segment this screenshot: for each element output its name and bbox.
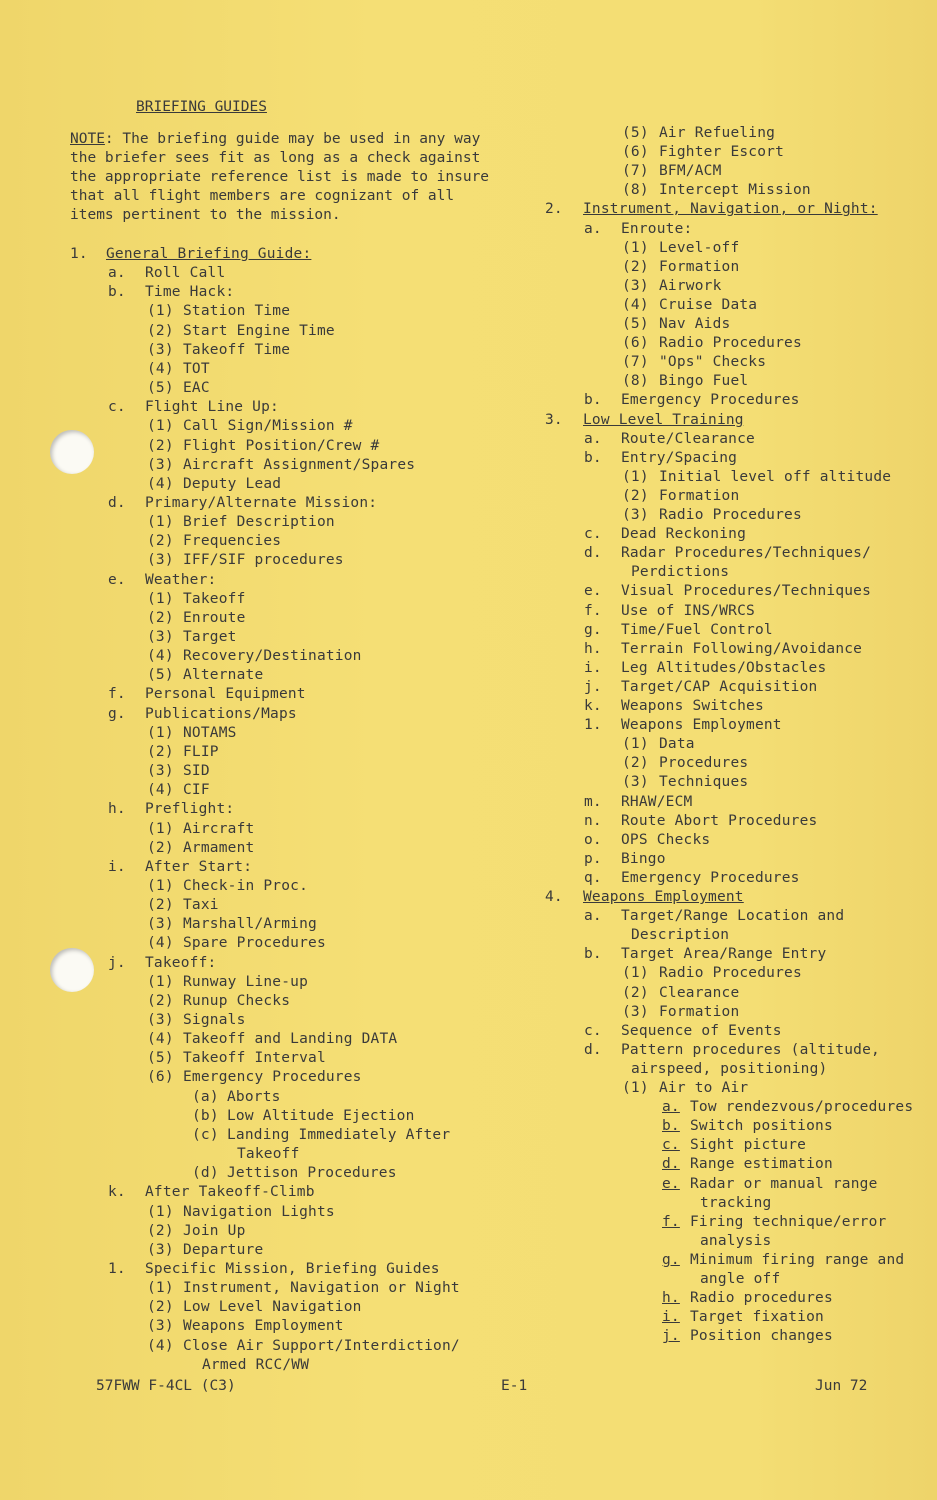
outline-number: (1) (147, 303, 174, 320)
outline-text: Formation (659, 487, 740, 504)
outline-number: (2) (147, 992, 174, 1009)
outline-text: Air Refueling (659, 125, 776, 141)
outline-number: (b) (192, 1107, 219, 1124)
outline-text: Takeoff: (145, 954, 217, 971)
outline-number: (7) (622, 354, 649, 371)
outline-text: Terrain Following/Avoidance (621, 640, 863, 657)
outline-number: (5) (622, 316, 649, 332)
outline-text: Primary/Alternate Mission: (145, 494, 378, 511)
outline-text: Formation (659, 1003, 740, 1020)
outline-text: Weapons Switches (621, 698, 764, 714)
outline-text: FLIP (183, 743, 219, 760)
outline-number: (2) (622, 258, 649, 275)
outline-text: Bingo (621, 850, 666, 867)
note-line: the appropriate reference list is made to insure (70, 169, 490, 185)
outline-number: (3) (147, 552, 174, 569)
outline-text: Target (183, 629, 237, 645)
outline-text: Start Engine Time (183, 322, 335, 339)
outline-text: Personal Equipment (145, 686, 306, 703)
outline-number: h. (584, 640, 602, 657)
outline-number: n. (584, 812, 602, 829)
outline-number: (8) (622, 373, 649, 390)
outline-text: Aircraft Assignment/Spares (183, 456, 416, 473)
outline-number: (3) (622, 277, 649, 294)
outline-number: k. (584, 698, 602, 714)
outline-text: Nav Aids (659, 316, 731, 332)
outline-number: 1. (584, 717, 602, 734)
outline-number: (3) (147, 341, 174, 358)
outline-number: (4) (147, 360, 174, 377)
outline-text: BFM/ACM (659, 163, 722, 180)
outline-number: (3) (147, 1012, 174, 1028)
outline-text: Firing technique/error (690, 1213, 887, 1230)
outline-text: Aborts (227, 1088, 281, 1105)
outline-number: (1) (147, 973, 174, 990)
outline-number: (1) (147, 877, 174, 894)
outline-text: Flight Line Up: (145, 399, 279, 416)
outline-text: General Briefing Guide: (106, 246, 312, 262)
outline-text: Target fixation (690, 1309, 824, 1326)
outline-number: d. (584, 545, 602, 562)
outline-text: Station Time (183, 303, 291, 320)
outline-text: Armed RCC/WW (202, 1356, 310, 1373)
outline-number: (1) (622, 965, 649, 982)
outline-text: Formation (659, 258, 740, 275)
outline-text: Emergency Procedures (621, 392, 800, 409)
outline-text: Enroute (183, 609, 246, 626)
outline-text: TOT (183, 360, 210, 377)
outline-number: (3) (622, 507, 649, 523)
outline-text: Specific Mission, Briefing Guides (145, 1260, 440, 1277)
outline-number: (d) (192, 1165, 219, 1182)
outline-text: Frequencies (183, 533, 282, 550)
outline-text: Sight picture (690, 1137, 807, 1154)
outline-text: Signals (183, 1012, 246, 1028)
outline-number: (5) (147, 667, 174, 684)
outline-text: Emergency Procedures (183, 1069, 362, 1086)
outline-text: Armament (183, 839, 255, 856)
outline-number: (5) (147, 1050, 174, 1067)
outline-text: Radio procedures (690, 1290, 833, 1307)
outline-number: b. (584, 392, 602, 409)
outline-text: EAC (183, 380, 210, 397)
outline-text: Navigation Lights (183, 1203, 335, 1220)
outline-number: p. (584, 850, 602, 867)
outline-text: Techniques (659, 774, 749, 791)
outline-number: (3) (147, 1318, 174, 1335)
outline-number: (4) (147, 648, 174, 665)
outline-text: After Start: (145, 858, 253, 875)
outline-text: Target Area/Range Entry (621, 946, 827, 963)
outline-number: (4) (147, 1031, 174, 1048)
outline-text: Low Altitude Ejection (227, 1107, 415, 1124)
outline-text: Dead Reckoning (621, 526, 747, 543)
outline-number: (3) (147, 916, 174, 933)
outline-number: h. (662, 1290, 680, 1307)
outline-number: (4) (147, 782, 174, 799)
outline-number: (3) (147, 456, 174, 473)
outline-text: Check-in Proc. (183, 877, 309, 894)
outline-number: (4) (147, 1337, 174, 1354)
outline-number: j. (662, 1328, 680, 1345)
page-title: BRIEFING GUIDES (136, 99, 267, 115)
outline-text: Takeoff (237, 1146, 300, 1163)
outline-text: Data (659, 736, 695, 753)
outline-text: Radio Procedures (659, 507, 802, 523)
outline-text: Enroute: (621, 220, 693, 237)
outline-number: (1) (622, 736, 649, 753)
outline-number: d. (584, 1041, 602, 1058)
outline-number: q. (584, 869, 602, 886)
outline-number: i. (108, 858, 126, 875)
outline-text: Use of INS/WRCS (621, 602, 755, 619)
outline-number: c. (584, 526, 602, 543)
footer-date: Jun 72 (815, 1378, 868, 1394)
outline-number: g. (584, 621, 602, 638)
outline-number: e. (108, 571, 126, 588)
outline-number: o. (584, 831, 602, 848)
outline-text: Deputy Lead (183, 475, 282, 492)
outline-text: Landing Immediately After (227, 1126, 451, 1143)
outline-number: d. (108, 494, 126, 511)
outline-text: Fighter Escort (659, 144, 785, 161)
outline-text: Roll Call (145, 265, 226, 282)
outline-number: h. (108, 801, 126, 818)
outline-number: (2) (147, 839, 174, 856)
outline-text: Alternate (183, 667, 264, 684)
outline-number: b. (108, 284, 126, 301)
outline-number: (3) (622, 1003, 649, 1020)
outline-text: Low Level Training (583, 411, 744, 428)
outline-text: Flight Position/Crew # (183, 437, 380, 454)
outline-number: i. (584, 659, 602, 676)
outline-text: Takeoff Interval (183, 1050, 326, 1067)
outline-number: c. (662, 1137, 680, 1154)
outline-text: Switch positions (690, 1118, 833, 1135)
note-paragraph (70, 130, 540, 225)
outline-text: Position changes (690, 1328, 833, 1345)
outline-number: 1. (70, 246, 88, 262)
outline-text: Weapons Employment (583, 889, 744, 905)
outline-text: Pattern procedures (altitude, (621, 1041, 880, 1058)
outline-text: OPS Checks (621, 831, 711, 848)
outline-number: g. (662, 1251, 680, 1268)
outline-number: b. (584, 946, 602, 963)
outline-text: SID (183, 763, 210, 780)
outline-text: Recovery/Destination (183, 648, 362, 665)
outline-text: NOTAMS (183, 724, 237, 741)
outline-text: Radar or manual range (690, 1175, 878, 1192)
outline-text: analysis (700, 1232, 772, 1249)
outline-number: c. (108, 399, 126, 416)
outline-text: Preflight: (145, 801, 235, 818)
outline-text: Procedures (659, 755, 749, 772)
outline-number: c. (584, 1022, 602, 1039)
outline-number: (1) (147, 590, 174, 607)
outline-text: Takeoff Time (183, 341, 291, 358)
outline-text: airspeed, positioning) (631, 1060, 828, 1077)
outline-number: a. (584, 908, 602, 925)
outline-number: (1) (622, 468, 649, 485)
outline-number: a. (584, 430, 602, 447)
outline-text: Target/CAP Acquisition (621, 678, 818, 695)
outline-text: Instrument, Navigation, or Night: (583, 201, 878, 218)
outline-number: (3) (147, 763, 174, 780)
outline-text: Publications/Maps (145, 705, 297, 722)
outline-number: (3) (622, 774, 649, 791)
outline-number: (1) (147, 820, 174, 837)
outline-text: Departure (183, 1241, 264, 1258)
outline-text: Range estimation (690, 1156, 833, 1173)
outline-number: 4. (545, 889, 563, 905)
outline-number: (6) (147, 1069, 174, 1086)
outline-number: 3. (545, 411, 563, 428)
outline-text: Airwork (659, 277, 722, 294)
outline-number: (1) (622, 239, 649, 256)
outline-text: Taxi (183, 897, 219, 914)
outline-number: (3) (147, 629, 174, 645)
outline-number: a. (584, 220, 602, 237)
outline-number: (6) (622, 144, 649, 161)
outline-text: Close Air Support/Interdiction/ (183, 1337, 460, 1354)
outline-text: Aircraft (183, 820, 255, 837)
outline-number: g. (108, 705, 126, 722)
outline-text: Entry/Spacing (621, 449, 738, 466)
outline-text: Clearance (659, 984, 740, 1001)
outline-number: 1. (108, 1260, 126, 1277)
outline-number: (2) (147, 322, 174, 339)
outline-text: "Ops" Checks (659, 354, 767, 371)
outline-number: 2. (545, 201, 563, 218)
outline-text: Weapons Employment (621, 717, 782, 734)
outline-number: d. (662, 1156, 680, 1173)
outline-text: Intercept Mission (659, 182, 811, 199)
outline-number: b. (584, 449, 602, 466)
outline-number: i. (662, 1309, 680, 1326)
outline-number: (3) (147, 1241, 174, 1258)
outline-number: (2) (147, 1222, 174, 1239)
note-line: items pertinent to the mission. (70, 207, 341, 223)
note-line: that all flight members are cognizant of all (70, 188, 455, 204)
outline-number: (1) (147, 514, 174, 531)
outline-number: (6) (622, 335, 649, 352)
note-line: the briefer sees fit as long as a check against (70, 150, 481, 166)
outline-text: Takeoff (183, 590, 246, 607)
outline-text: Instrument, Navigation or Night (183, 1280, 460, 1297)
outline-text: angle off (700, 1271, 781, 1287)
outline-number: (8) (622, 182, 649, 199)
outline-text: Air to Air (659, 1080, 749, 1096)
outline-text: Time Hack: (145, 284, 235, 301)
outline-text: Marshall/Arming (183, 916, 317, 933)
outline-text: Cruise Data (659, 296, 758, 313)
outline-text: Initial level off altitude (659, 468, 892, 485)
outline-number: f. (584, 602, 602, 619)
outline-number: (a) (192, 1088, 219, 1105)
outline-text: Radio Procedures (659, 965, 802, 982)
outline-number: (1) (622, 1080, 649, 1096)
outline-text: IFF/SIF procedures (183, 552, 344, 569)
outline-number: b. (662, 1118, 680, 1135)
outline-number: (2) (147, 437, 174, 454)
outline-text: RHAW/ECM (621, 793, 693, 810)
outline-number: (2) (622, 755, 649, 772)
outline-number: m. (584, 793, 602, 810)
outline-number: j. (584, 678, 602, 695)
outline-number: j. (108, 954, 126, 971)
outline-number: (4) (147, 935, 174, 952)
footer-form-number: 57FWW F-4CL (C3) (96, 1378, 236, 1394)
outline-text: Call Sign/Mission # (183, 418, 353, 435)
outline-number: (4) (622, 296, 649, 313)
footer-page-number: E-1 (501, 1378, 528, 1394)
outline-number: a. (662, 1099, 680, 1116)
outline-text: Spare Procedures (183, 935, 326, 952)
outline-text: Tow rendezvous/procedures (690, 1099, 914, 1116)
outline-text: tracking (700, 1194, 772, 1211)
outline-text: CIF (183, 782, 210, 799)
outline-number: k. (108, 1184, 126, 1201)
outline-number: (2) (147, 533, 174, 550)
outline-text: Sequence of Events (621, 1022, 782, 1039)
outline-text: Level-off (659, 239, 740, 256)
outline-text: Runup Checks (183, 992, 291, 1009)
outline-number: f. (108, 686, 126, 703)
outline-number: e. (662, 1175, 680, 1192)
outline-text: Description (631, 927, 730, 944)
outline-text: Weapons Employment (183, 1318, 344, 1335)
outline-text: Join Up (183, 1222, 246, 1239)
outline-text: Low Level Navigation (183, 1299, 362, 1316)
punch-hole (50, 430, 94, 474)
outline-text: Jettison Procedures (227, 1165, 397, 1182)
outline-number: (2) (622, 487, 649, 504)
outline-text: Perdictions (631, 564, 730, 581)
outline-number: f. (662, 1213, 680, 1230)
outline-number: (1) (147, 724, 174, 741)
outline-number: (2) (147, 743, 174, 760)
outline-text: Leg Altitudes/Obstacles (621, 659, 827, 676)
outline-number: a. (108, 265, 126, 282)
outline-number: (2) (622, 984, 649, 1001)
outline-number: (2) (147, 609, 174, 626)
outline-text: Visual Procedures/Techniques (621, 583, 872, 600)
note-line: : The briefing guide may be used in any way (104, 131, 481, 147)
outline-text: Emergency Procedures (621, 869, 800, 886)
outline-number: (1) (147, 1280, 174, 1297)
outline-text: Takeoff and Landing DATA (183, 1031, 398, 1048)
outline-text: Weather: (145, 571, 217, 588)
outline-text: Route Abort Procedures (621, 812, 818, 829)
outline-number: e. (584, 583, 602, 600)
outline-number: (2) (147, 1299, 174, 1316)
outline-text: Brief Description (183, 514, 335, 531)
outline-text: Minimum firing range and (690, 1251, 905, 1268)
outline-number: (5) (147, 380, 174, 397)
outline-text: Bingo Fuel (659, 373, 749, 390)
outline-number: (1) (147, 1203, 174, 1220)
outline-number: (1) (147, 418, 174, 435)
outline-text: Route/Clearance (621, 430, 755, 447)
outline-text: After Takeoff-Climb (145, 1184, 315, 1201)
outline-number: (2) (147, 897, 174, 914)
outline-text: Radio Procedures (659, 335, 802, 352)
outline-text: Target/Range Location and (621, 908, 845, 925)
outline-text: Runway Line-up (183, 973, 309, 990)
note-label: NOTE (70, 131, 105, 147)
punch-hole (50, 948, 94, 992)
outline-number: (5) (622, 125, 649, 141)
outline-number: (c) (192, 1126, 219, 1143)
outline-number: (7) (622, 163, 649, 180)
outline-number: (4) (147, 475, 174, 492)
outline-text: Time/Fuel Control (621, 621, 773, 638)
outline-text: Radar Procedures/Techniques/ (621, 545, 872, 562)
